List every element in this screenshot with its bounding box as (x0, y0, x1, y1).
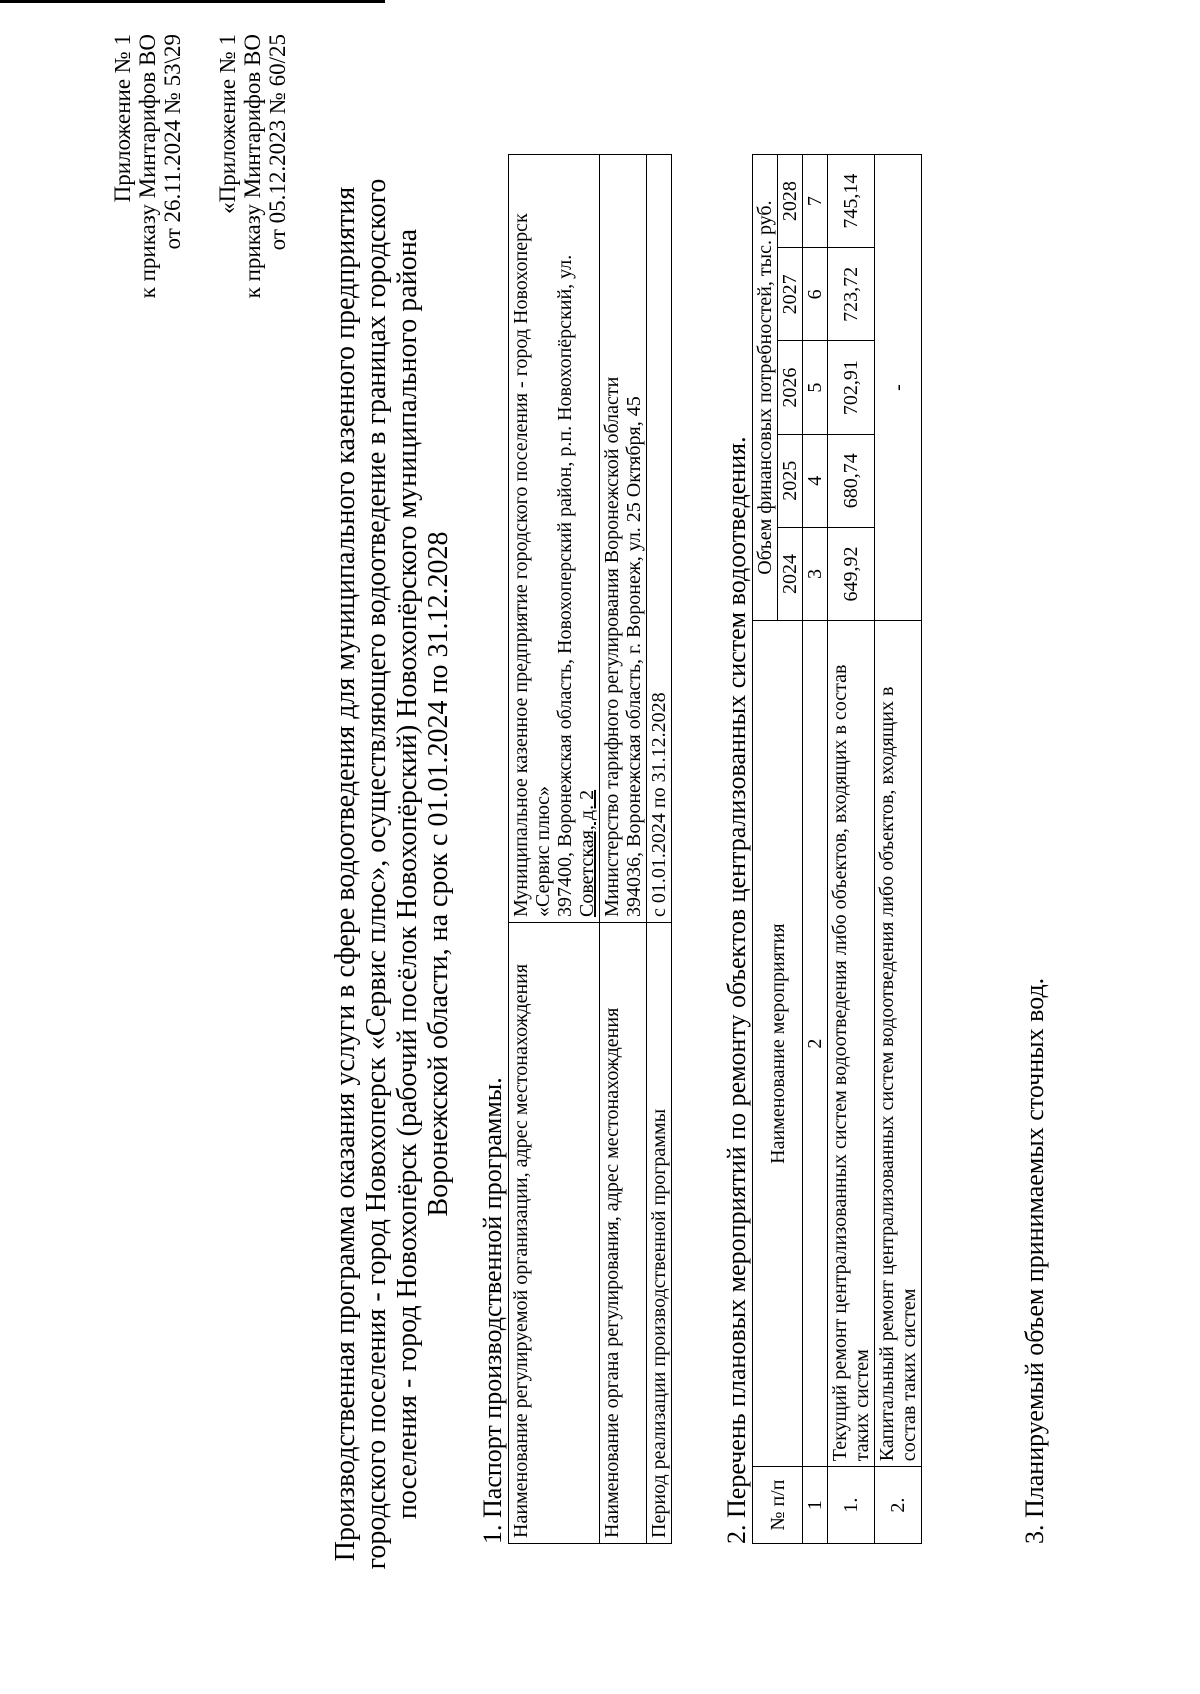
title-line-1: Производственная программа оказания услуги в сфере водоотведения для муниципального казенного предприятия (330, 186, 361, 1562)
prev-appendix-label: «Приложение № 1 (215, 34, 240, 214)
col-index: 4 (803, 434, 828, 527)
year-2024: 2024 (778, 527, 803, 620)
year-2025: 2025 (778, 434, 803, 527)
org-address: 397400, Воронежская область, Новохоперский район, р.п. Новохопёрский, ул. Советская, д. 2 (554, 254, 598, 917)
col-index: 3 (803, 527, 828, 620)
value-2027: 723,72 (828, 248, 875, 341)
prev-order-date-number: от 05.12.2023 № 60/25 (265, 34, 290, 251)
col-index: 6 (803, 248, 828, 341)
period-value: с 01.01.2024 по 31.12.2028 (647, 155, 672, 923)
title-line-3: поселения - город Новохопёрск (рабочий посёлок Новохопёрский) Новохопёрского муниципального района (392, 228, 423, 1520)
appendix-label: Приложение № 1 (110, 34, 135, 203)
table-row (875, 155, 922, 1544)
row-number: 2. (875, 1467, 922, 1544)
order-date-number: от 26.11.2024 № 53\29 (160, 34, 185, 250)
passport-table (508, 154, 672, 1544)
table-row (600, 155, 647, 1544)
header-financial-volume: Объем финансовых потребностей, тыс. руб. (753, 155, 778, 621)
prev-order-reference: к приказу Минтарифов ВО (240, 34, 265, 299)
org-value (509, 155, 600, 923)
year-2027: 2027 (778, 248, 803, 341)
year-2028: 2028 (778, 155, 803, 248)
title-line-2: городского поселения - город Новохоперск «Сервис плюс», осуществляющего водоотведение в границах городского (361, 178, 392, 1570)
col-index: 2 (803, 621, 828, 1467)
order-reference: к приказу Минтарифов ВО (135, 34, 160, 299)
row-number: 1. (828, 1467, 875, 1544)
appendix-header (110, 34, 290, 364)
value-2025: 680,74 (828, 434, 875, 527)
repair-measures-table (752, 154, 922, 1544)
value-2028: 745,14 (828, 155, 875, 248)
table-row (647, 155, 672, 1544)
merged-value: - (875, 155, 922, 621)
org-name: Муниципальное казенное предприятие городского поселения - город Новохоперск «Сервис плюс» (510, 213, 554, 917)
column-index-row (803, 155, 828, 1544)
year-2026: 2026 (778, 341, 803, 434)
regulator-name: Министерство тарифного регулирования Воронежской области (601, 376, 623, 917)
table-header-row (753, 155, 778, 1544)
header-number: № п/п (753, 1467, 803, 1544)
title-line-4: Воронежской области, на срок с 01.01.2024 по 31.12.2028 (423, 531, 454, 1217)
table-row (828, 155, 875, 1544)
col-index: 1 (803, 1467, 828, 1544)
section-1-title: 1. Паспорт производственной программы. (478, 1077, 507, 1544)
col-index: 7 (803, 155, 828, 248)
document-title (330, 174, 454, 1574)
header-measure-name: Наименование мероприятия (753, 621, 803, 1467)
measure-name: Капитальный ремонт централизованных систем водоотведения либо объектов, входящих в состав таких систем (875, 621, 922, 1467)
measure-name: Текущий ремонт централизованных систем водоотведения либо объектов, входящих в состав таких систем (828, 621, 875, 1467)
org-label: Наименование регулируемой организации, адрес местонахождения (509, 923, 600, 1544)
section-2-title: 2. Перечень плановых мероприятий по ремонту объектов централизованных систем водоотведения. (722, 436, 751, 1544)
regulator-value (600, 155, 647, 923)
period-label: Период реализации производственной программы (647, 923, 672, 1544)
regulator-label: Наименование органа регулирования, адрес местонахождения (600, 923, 647, 1544)
table-row (509, 155, 600, 1544)
col-index: 5 (803, 341, 828, 434)
value-2024: 649,92 (828, 527, 875, 620)
section-3-title: 3. Планируемый объем принимаемых сточных вод. (1020, 977, 1049, 1544)
regulator-address: 394036, Воронежская область, г. Воронеж, ул. 25 Октября, 45 (623, 396, 645, 917)
value-2026: 702,91 (828, 341, 875, 434)
